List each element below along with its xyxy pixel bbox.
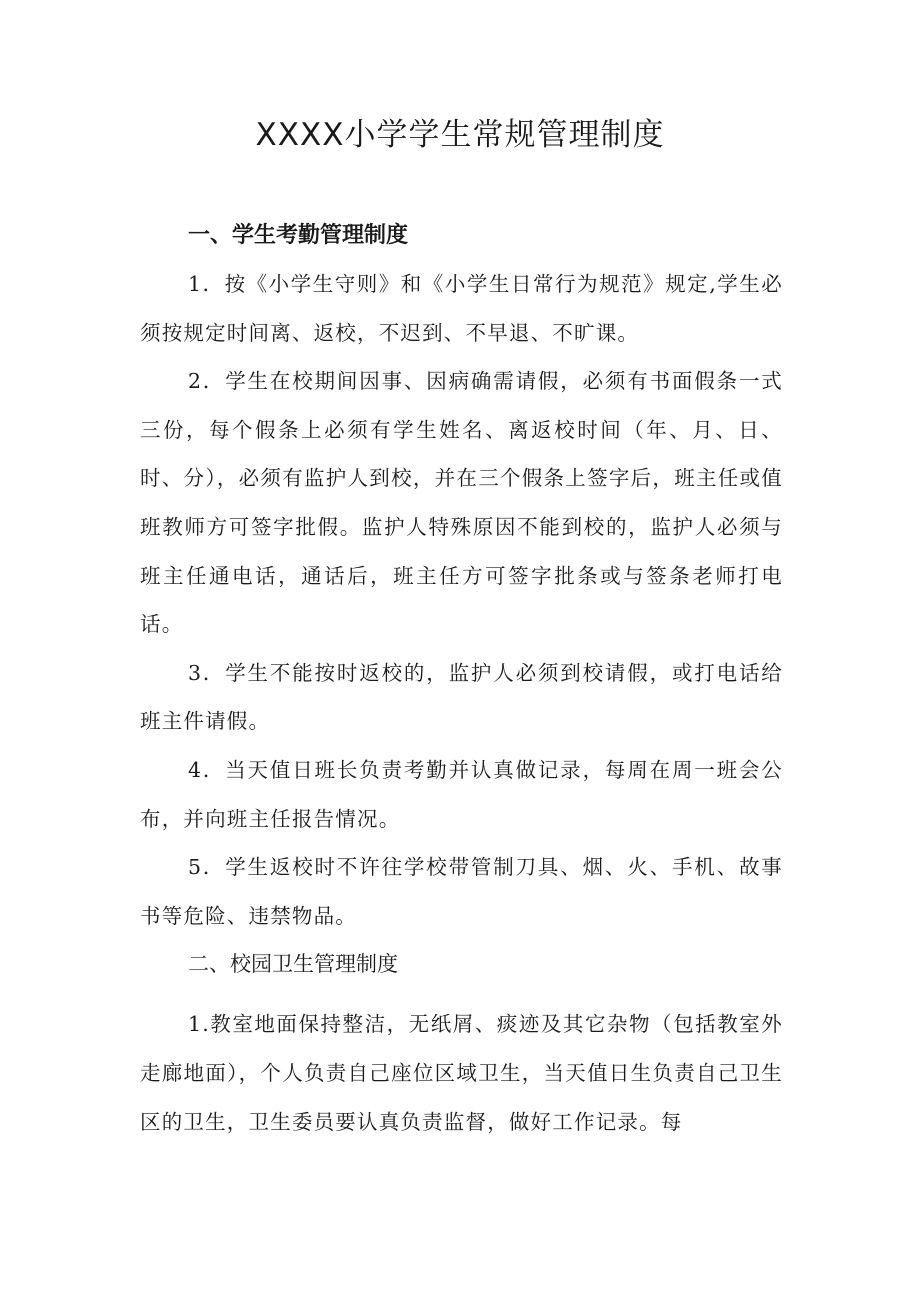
section-hygiene <box>140 940 783 1146</box>
paragraph: 5．学生返校时不许往学校带管制刀具、烟、火、手机、故事书等危险、违禁物品。 <box>140 855 783 928</box>
document-title: XXXX小学学生常规管理制度 <box>255 117 665 153</box>
paragraph: 1.教室地面保持整洁，无纸屑、痰迹及其它杂物（包括教室外走廊地面），个人负责自己座位区域卫生，当天值日生负责自己卫生区的卫生，卫生委员要认真负责监督，做好工作记录。每 <box>140 1012 783 1134</box>
section-heading: 一、学生考勤管理制度 <box>188 223 409 248</box>
document-body <box>140 212 783 1146</box>
paragraph: 1．按《小学生守则》和《小学生日常行为规范》规定,学生必须按规定时间离、返校，不迟到、不早退、不旷课。 <box>140 272 783 345</box>
section-attendance <box>140 212 783 940</box>
paragraph: 4．当天值日班长负责考勤并认真做记录，每周在周一班会公布，并向班主任报告情况。 <box>140 757 783 831</box>
paragraph: 3．学生不能按时返校的，监护人必须到校请假，或打电话给班主件请假。 <box>140 660 783 734</box>
paragraph: 2．学生在校期间因事、因病确需请假，必须有书面假条一式三份，每个假条上必须有学生姓名、离返校时间（年、月、日、时、分），必须有监护人到校，并在三个假条上签字后，班主任或值班教师方可签字批假。监护人特殊原因不能到校的，监护人必须与班主任通电话，通话后，班主任方可签字批条或与签条老师打电话。 <box>140 369 783 637</box>
section-heading: 二、校园卫生管理制度 <box>188 952 398 977</box>
